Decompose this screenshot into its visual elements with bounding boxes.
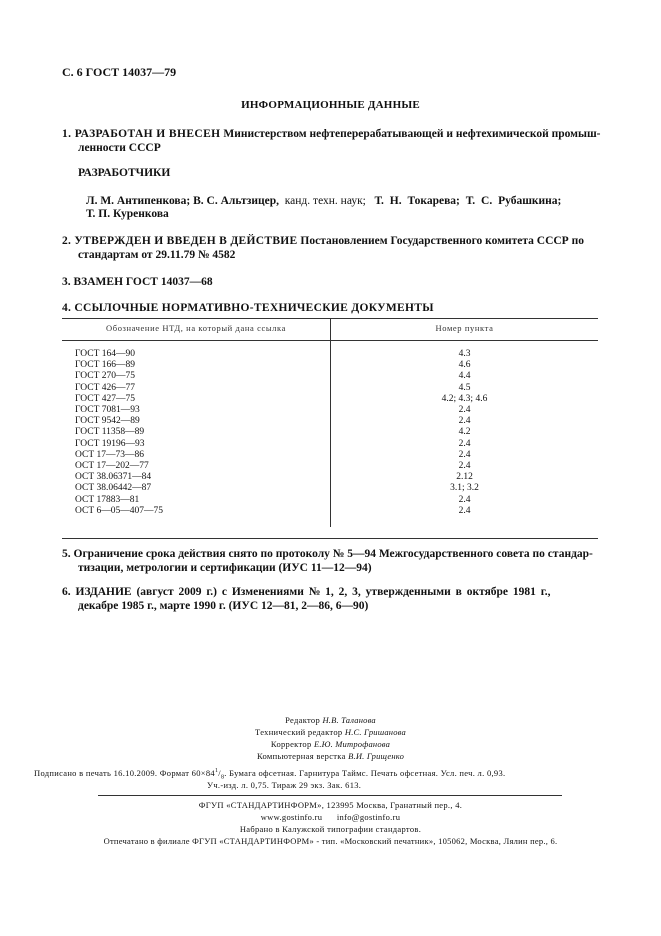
column-header-clause: Номер пункта bbox=[331, 319, 599, 341]
cell-designation: ОСТ 17883—81 bbox=[62, 495, 331, 506]
cell-clause: 4.3 bbox=[458, 349, 471, 359]
imprint-format: Формат 60×84 bbox=[159, 768, 215, 778]
imprint-paper-details: . Бумага офсетная. Гарнитура Таймс. Печать офсетная. Усл. печ. л. 0,93. bbox=[224, 768, 506, 778]
section-1-text: Министерством нефтеперерабатывающей и нефтехимической промыш- bbox=[223, 128, 601, 140]
developers-names-2: Т. Н. Токарева; Т. С. Рубашкина; bbox=[374, 195, 562, 207]
section-4: 4. ССЫЛОЧНЫЕ НОРМАТИВНО-ТЕХНИЧЕСКИЕ ДОКУМЕНТЫ bbox=[62, 302, 434, 314]
credit-layout bbox=[0, 751, 661, 761]
credit-corrector-label: Корректор bbox=[270, 739, 312, 749]
table-row bbox=[62, 427, 598, 438]
cell-designation: ГОСТ 166—89 bbox=[62, 360, 331, 371]
credit-layout-name: В.И. Грищенко bbox=[348, 751, 405, 761]
developers-degree: канд. техн. наук; bbox=[284, 195, 366, 207]
credit-tech-editor-label: Технический редактор bbox=[255, 727, 343, 737]
developers-line-2: Т. П. Куренкова bbox=[86, 208, 169, 220]
table-row bbox=[62, 371, 598, 382]
cell-clause: 2.4 bbox=[458, 438, 471, 449]
reference-documents-table bbox=[62, 319, 598, 527]
cell-clause: 4.6 bbox=[458, 360, 471, 371]
section-2-line-1 bbox=[62, 234, 584, 248]
cell-designation: ОСТ 17—202—77 bbox=[62, 461, 331, 472]
cell-designation: ОСТ 17—73—86 bbox=[62, 450, 331, 461]
cell-designation: ГОСТ 270—75 bbox=[62, 371, 331, 382]
credit-editor bbox=[0, 715, 661, 725]
table-row bbox=[62, 450, 598, 461]
credit-editor-label: Редактор bbox=[285, 715, 321, 725]
cell-clause: 2.4 bbox=[458, 494, 471, 505]
cell-clause: 2.4 bbox=[458, 461, 471, 472]
cell-designation: ГОСТ 11358—89 bbox=[62, 427, 331, 438]
credit-corrector-name: Е.Ю. Митрофанова bbox=[313, 739, 391, 749]
cell-designation: ОСТ 6—05—407—75 bbox=[62, 506, 331, 527]
cell-designation: ОСТ 38.06371—84 bbox=[62, 472, 331, 483]
credit-tech-editor bbox=[0, 727, 661, 737]
cell-clause: 4.2; 4.3; 4.6 bbox=[441, 393, 488, 404]
footer-email-link[interactable]: info@gostinfo.ru bbox=[336, 812, 401, 822]
table-row bbox=[62, 341, 598, 361]
table-row bbox=[62, 439, 598, 450]
section-2-line-2: стандартам от 29.11.79 № 4582 bbox=[78, 249, 236, 261]
page-reference: С. 6 ГОСТ 14037—79 bbox=[62, 65, 177, 79]
footer-printed: Отпечатано в филиале ФГУП «СТАНДАРТИНФОРМ» - тип. «Московский печатник», 105062, Москва, Лялин пер., 6. bbox=[103, 836, 558, 846]
column-header-designation: Обозначение НТД, на который дана ссылка bbox=[62, 319, 331, 341]
developers-heading: РАЗРАБОТЧИКИ bbox=[78, 167, 171, 179]
section-1-line-2: ленности СССР bbox=[78, 142, 161, 154]
credit-corrector bbox=[0, 739, 661, 749]
imprint-line-2: Уч.-изд. л. 0,75. Тираж 29 экз. Зак. 613. bbox=[207, 780, 362, 790]
cell-designation: ГОСТ 19196—93 bbox=[62, 439, 331, 450]
cell-designation: ГОСТ 164—90 bbox=[62, 341, 331, 361]
table-row bbox=[62, 461, 598, 472]
imprint-format-den: 8 bbox=[220, 774, 225, 781]
page-title: ИНФОРМАЦИОННЫЕ ДАННЫЕ bbox=[241, 99, 420, 111]
cell-clause: 2.4 bbox=[458, 449, 471, 460]
footer-contacts bbox=[0, 812, 661, 822]
section-6-line-1: 6. ИЗДАНИЕ (август 2009 г.) с Изменениями № 1, 2, 3, утвержденными в октябре 1981 г., bbox=[62, 586, 551, 598]
footer-website-link[interactable]: www.gostinfo.ru bbox=[260, 812, 323, 822]
cell-clause: 2.4 bbox=[458, 405, 471, 416]
table-row bbox=[62, 394, 598, 405]
table-header-row bbox=[62, 319, 598, 341]
imprint-signed-date: Подписано в печать 16.10.2009. bbox=[34, 768, 158, 778]
section-3: 3. ВЗАМЕН ГОСТ 14037—68 bbox=[62, 276, 213, 288]
footer-typeset: Набрано в Калужской типографии стандартов. bbox=[239, 824, 422, 834]
developers-names-1: Л. М. Антипенкова; В. С. Альтзицер, bbox=[86, 195, 280, 207]
table-row bbox=[62, 472, 598, 483]
table-row bbox=[62, 416, 598, 427]
footer-rule bbox=[98, 795, 562, 796]
footer-publisher: ФГУП «СТАНДАРТИНФОРМ», 123995 Москва, Гранатный пер., 4. bbox=[198, 800, 463, 810]
cell-clause: 2.12 bbox=[456, 472, 473, 483]
table-row bbox=[62, 383, 598, 394]
imprint-line-1: Подписано в печать 16.10.2009. Формат $60\times 84^1/_8$. Бумага офсетная. Гарнитура Таймс. Печать офсетная. Усл. печ. л. 0,93. bbox=[34, 768, 506, 781]
cell-clause: 4.4 bbox=[458, 371, 471, 382]
credit-tech-editor-name: Н.С. Гришанова bbox=[344, 727, 406, 737]
section-6-line-2: декабре 1985 г., марте 1990 г. (ИУС 12—81, 2—86, 6—90) bbox=[78, 600, 369, 612]
cell-designation: ОСТ 38.06442—87 bbox=[62, 483, 331, 494]
cell-designation: ГОСТ 426—77 bbox=[62, 383, 331, 394]
section-5-line-2: тизации, метрологии и сертификации (ИУС 11—12—94) bbox=[78, 562, 372, 574]
cell-designation: ГОСТ 7081—93 bbox=[62, 405, 331, 416]
credit-layout-label: Компьютерная верстка bbox=[256, 751, 346, 761]
cell-clause: 2.4 bbox=[458, 505, 471, 516]
table-row bbox=[62, 506, 598, 527]
cell-clause: 3.1; 3.2 bbox=[450, 483, 479, 494]
section-1-line-1 bbox=[62, 127, 601, 141]
cell-clause: 2.4 bbox=[458, 416, 471, 427]
cell-clause: 4.5 bbox=[458, 382, 471, 393]
table-row bbox=[62, 405, 598, 416]
table-row bbox=[62, 483, 598, 494]
table-bottom-rule bbox=[62, 538, 598, 539]
cell-designation: ГОСТ 9542—89 bbox=[62, 416, 331, 427]
section-1-lead: 1. РАЗРАБОТАН И ВНЕСЕН bbox=[62, 128, 221, 140]
credit-editor-name: Н.В. Таланова bbox=[322, 715, 376, 725]
table-row bbox=[62, 495, 598, 506]
cell-designation: ГОСТ 427—75 bbox=[62, 394, 331, 405]
cell-clause: 4.2 bbox=[458, 427, 471, 438]
section-5-line-1: 5. Ограничение срока действия снято по протоколу № 5—94 Межгосударственного совета по стандар- bbox=[62, 548, 593, 560]
section-2-text: Постановлением Государственного комитета СССР по bbox=[300, 235, 584, 247]
table-row bbox=[62, 360, 598, 371]
imprint-format-num: 1 bbox=[214, 768, 219, 775]
section-2-lead: 2. УТВЕРЖДЕН И ВВЕДЕН В ДЕЙСТВИЕ bbox=[62, 235, 298, 247]
developers-line-1 bbox=[86, 194, 598, 208]
